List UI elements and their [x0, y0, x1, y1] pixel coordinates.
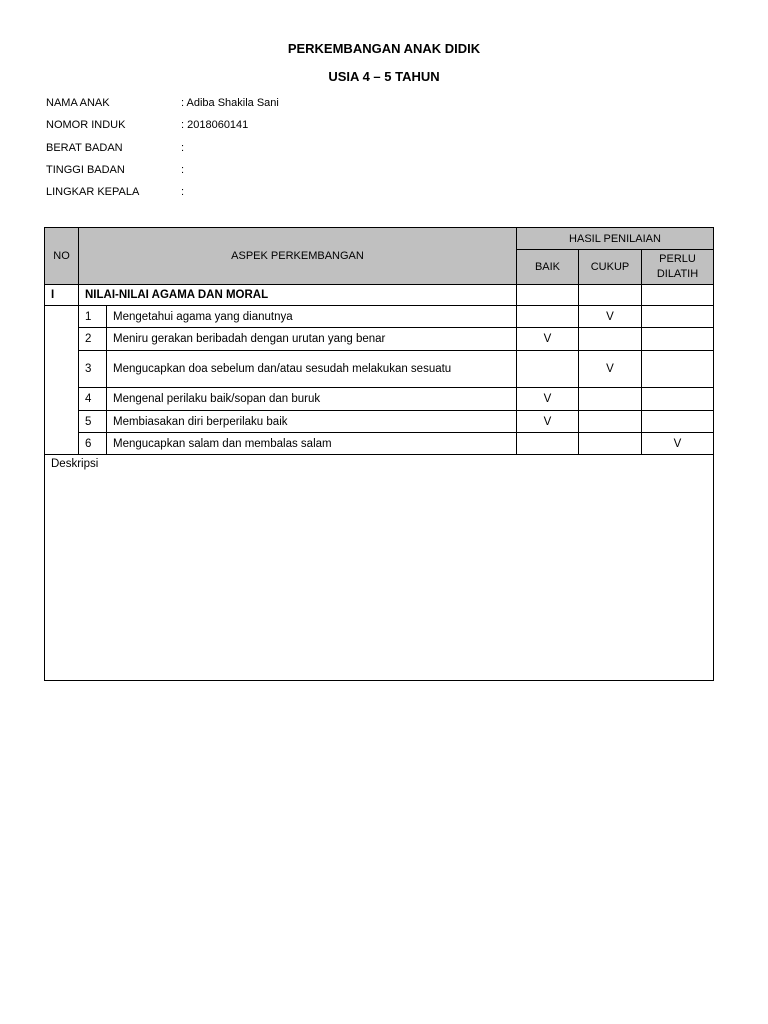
header-aspek: ASPEK PERKEMBANGAN: [79, 228, 517, 285]
item-no: 4: [79, 388, 107, 411]
item-cukup: [579, 433, 642, 455]
item-perlu: [642, 411, 714, 433]
info-value: :: [181, 186, 185, 199]
item-cukup: [579, 388, 642, 411]
item-no: 5: [79, 411, 107, 433]
item-baik: [517, 433, 579, 455]
header-hasil: HASIL PENILAIAN: [517, 228, 714, 250]
section-perlu-cell: [642, 285, 714, 306]
section-no-spacer: [45, 306, 79, 455]
info-value: : 2018060141: [181, 119, 249, 132]
item-cukup: [579, 411, 642, 433]
item-text: Mengetahui agama yang dianutnya: [107, 306, 517, 328]
item-cukup: V: [579, 351, 642, 388]
item-no: 3: [79, 351, 107, 388]
item-text: Mengenal perilaku baik/sopan dan buruk: [107, 388, 517, 411]
item-baik: [517, 351, 579, 388]
description-label: Deskripsi: [51, 458, 99, 470]
header-baik: BAIK: [517, 250, 579, 285]
info-row-nomor: [46, 114, 279, 136]
item-baik: [517, 306, 579, 328]
item-text: Mengucapkan doa sebelum dan/atau sesudah melakukan sesuatu: [107, 351, 517, 388]
item-text: Meniru gerakan beribadah dengan urutan yang benar: [107, 328, 517, 351]
page-subtitle: USIA 4 – 5 TAHUN: [328, 69, 440, 84]
item-perlu: [642, 306, 714, 328]
info-label: NAMA ANAK: [46, 97, 110, 110]
item-baik: V: [517, 388, 579, 411]
item-text: Mengucapkan salam dan membalas salam: [107, 433, 517, 455]
info-label: BERAT BADAN: [46, 141, 123, 154]
info-row-lingkar: [46, 181, 279, 203]
item-text: Membiasakan diri berperilaku baik: [107, 411, 517, 433]
header-perlu: PERLU DILATIH: [642, 250, 714, 285]
info-row-berat: [46, 137, 279, 159]
assessment-table: [44, 227, 714, 681]
info-value: : Adiba Shakila Sani: [181, 97, 279, 110]
item-perlu: [642, 388, 714, 411]
info-label: TINGGI BADAN: [46, 164, 125, 177]
section-no: I: [45, 285, 79, 306]
info-row-tinggi: [46, 159, 279, 181]
section-baik-cell: [517, 285, 579, 306]
item-baik: V: [517, 411, 579, 433]
info-label: LINGKAR KEPALA: [46, 186, 140, 199]
info-value: :: [181, 141, 185, 154]
item-perlu: V: [642, 433, 714, 455]
item-no: 1: [79, 306, 107, 328]
header-no: NO: [45, 228, 79, 285]
item-baik: V: [517, 328, 579, 351]
student-info: [46, 92, 279, 203]
info-value: :: [181, 164, 185, 177]
item-no: 6: [79, 433, 107, 455]
description-box: [45, 455, 714, 681]
section-title: NILAI-NILAI AGAMA DAN MORAL: [79, 285, 517, 306]
section-cukup-cell: [579, 285, 642, 306]
page-title: PERKEMBANGAN ANAK DIDIK: [287, 41, 481, 56]
item-cukup: V: [579, 306, 642, 328]
item-no: 2: [79, 328, 107, 351]
info-row-nama: [46, 92, 279, 114]
item-cukup: [579, 328, 642, 351]
info-label: NOMOR INDUK: [46, 119, 126, 132]
item-perlu: [642, 328, 714, 351]
item-perlu: [642, 351, 714, 388]
header-cukup: CUKUP: [579, 250, 642, 285]
